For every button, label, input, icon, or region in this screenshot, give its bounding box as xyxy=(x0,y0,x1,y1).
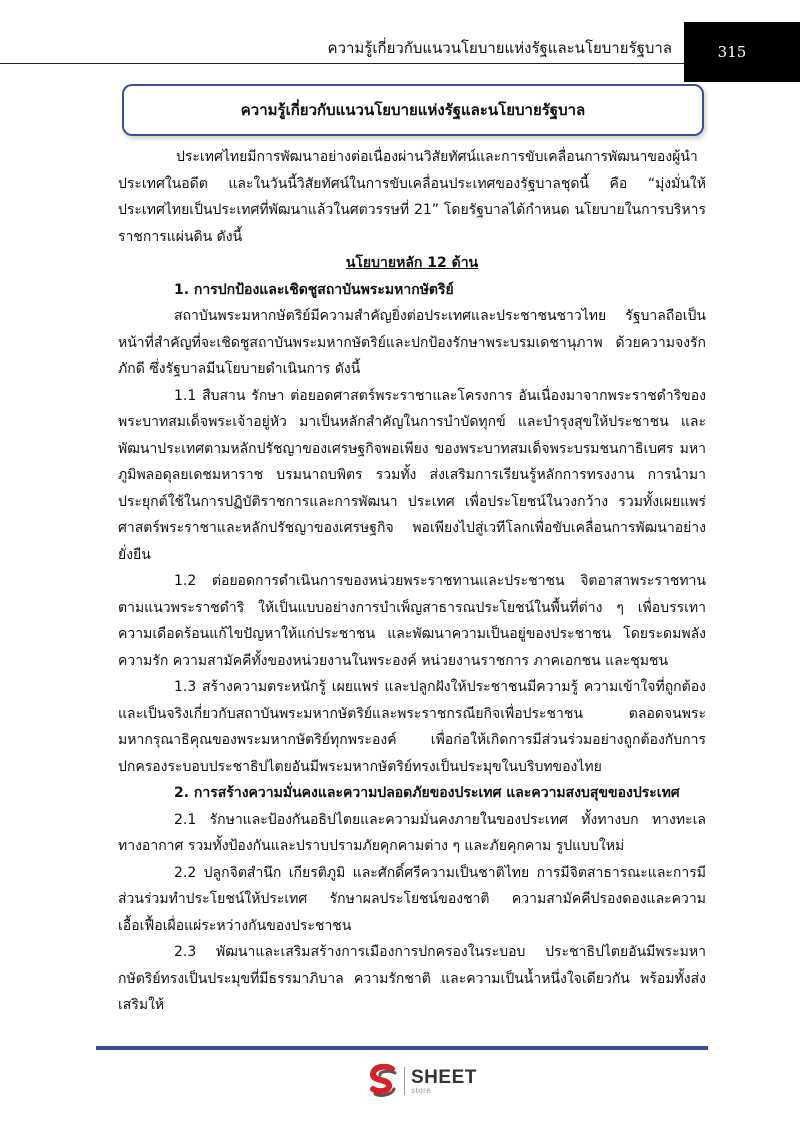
logo-text: SHEET xyxy=(411,1066,477,1088)
page-number: 315 xyxy=(717,43,747,61)
logo-wordmark xyxy=(411,1068,477,1095)
section-1-item-2: 1.2 ต่อยอดการดำเนินการของหน่วยพระราชทานและประชาชน จิตอาสาพระราชทานตามแนวพระราชดำริ ให้เป็นแบบอย่างการบำเพ็ญสาธารณประโยชน์ในพื้นที่ต่าง ๆ เพื่อบรรเทาความเดือดร้อนแก้ไขปัญหาให้แก่ประชาชน และพัฒนาความเป็นอยู่ของประชาชน โดยระดมพลังความรัก ความสามัคคีทั้งของหน่วยงานในพระองค์ หน่วยงานราชการ ภาคเอกชน และชุมชน xyxy=(118,573,706,669)
section-1-item-1: 1.1 สืบสาน รักษา ต่อยอดศาสตร์พระราชาและโครงการ อันเนื่องมาจากพระราชดำริของพระบาทสมเด็จพระเจ้าอยู่หัว มาเป็นหลักสำคัญในการบำบัดทุกข์ และบำรุงสุขให้ประชาชน และพัฒนาประเทศตามหลักปรัชญาของเศรษฐกิจพอเพียง ของพระบาทสมเด็จพระบรมชนกาธิเบศร มหาภูมิพลอดุลยเดชมหาราช บรมนาถบพิตร รวมทั้ง ส่งเสริมการเรียนรู้หลักการทรงงาน การนำมาประยุกต์ใช้ในการปฏิบัติราชการและการพัฒนา ประเทศ เพื่อประโยชน์ในวงกว้าง รวมทั้งเผยแพร่ศาสตร์พระราชาและหลักปรัชญาของเศรษฐกิจ พอเพียงไปสู่เวทีโลกเพื่อขับเคลื่อนการพัฒนาอย่างยั่งยืน xyxy=(118,387,706,563)
footer-rule xyxy=(96,1046,708,1050)
section-1-heading: 1. การปกป้องและเชิดชูสถาบันพระมหากษัตริย์ xyxy=(174,281,454,298)
section-2-item-2: 2.2 ปลูกจิตสำนึก เกียรติภูมิ และศักดิ์ศรีความเป็นชาติไทย การมีจิตสาธารณะและการมีส่วนร่วมทำประโยชน์ให้ประเทศ รักษาผลประโยชน์ของชาติ ความสามัคคีปรองดองและความเอื้อเฟื้อเผื่อแผ่ระหว่างกันของประชาชน xyxy=(118,864,706,934)
document-body xyxy=(118,144,706,1019)
section-1-intro: สถาบันพระมหากษัตริย์มีความสำคัญยิ่งต่อประเทศและประชาชนชาวไทย รัฐบาลถือเป็นหน้าที่สำคัญที่จะเชิดชูสถาบันพระมหากษัตริย์และปกป้องรักษาพระบรมเดชานุภาพ ด้วยความจงรักภักดี ซึ่งรัฐบาลมีนโยบายดำเนินการ ดังนี้ xyxy=(118,308,706,377)
header-rule xyxy=(0,63,684,64)
sheet-store-logo xyxy=(368,1061,477,1101)
sheet-store-logo-icon xyxy=(368,1064,400,1098)
running-header-title: ความรู้เกี่ยวกับแนวนโยบายแห่งรัฐและนโยบายรัฐบาล xyxy=(327,39,672,57)
chapter-title-box xyxy=(122,84,704,136)
chapter-title: ความรู้เกี่ยวกับแนวนโยบายแห่งรัฐและนโยบายรัฐบาล xyxy=(240,101,586,119)
logo-separator xyxy=(404,1067,405,1095)
logo-subtext: store xyxy=(411,1085,432,1095)
main-heading: นโยบายหลัก 12 ด้าน xyxy=(345,255,479,271)
section-1-item-3: 1.3 สร้างความตระหนักรู้ เผยแพร่ และปลูกฝังให้ประชาชนมีความรู้ ความเข้าใจที่ถูกต้องและเป็นจริงเกี่ยวกับสถาบันพระมหากษัตริย์และพระราชกรณียกิจเพื่อประชาชน ตลอดจนพระมหากรุณาธิคุณของพระมหากษัตริย์ทุกพระองค์ เพื่อก่อให้เกิดการมีส่วนร่วมอย่างถูกต้องกับการปกครองระบอบประชาธิปไตยอันมีพระมหากษัตริย์ทรงเป็นประมุขในบริบทของไทย xyxy=(118,679,706,775)
section-2-item-1: 2.1 รักษาและป้องกันอธิปไตยและความมั่นคงภายในของประเทศ ทั้งทางบก ทางทะเล ทางอากาศ รวมทั้งป้องกันและปราบปรามภัยคุกคามต่าง ๆ และภัยคุกคาม รูปแบบใหม่ xyxy=(118,811,706,854)
page-number-tab xyxy=(684,22,800,82)
section-2-item-3: 2.3 พัฒนาและเสริมสร้างการเมืองการปกครองในระบอบ ประชาธิปไตยอันมีพระมหากษัตริย์ทรงเป็นประมุขที่มีธรรมาภิบาล ความรักชาติ และความเป็นน้ำหนึ่งใจเดียวกัน พร้อมทั้งส่งเสริมให้ xyxy=(118,944,706,1013)
intro-paragraph: ประเทศไทยมีการพัฒนาอย่างต่อเนื่องผ่านวิสัยทัศน์และการขับเคลื่อนการพัฒนาของผู้นำประเทศในอดีต และในวันนี้วิสัยทัศน์ในการขับเคลื่อนประเทศของรัฐบาลชุดนี้ คือ “มุ่งมั่นให้ประเทศไทยเป็นประเทศที่พัฒนาแล้วในศตวรรษที่ 21” โดยรัฐบาลได้กำหนด นโยบายในการบริหารราชการแผ่นดิน ดังนี้ xyxy=(118,149,706,245)
section-2-heading: 2. การสร้างความมั่นคงและความปลอดภัยของประเทศ และความสงบสุขของประเทศ xyxy=(174,785,680,801)
